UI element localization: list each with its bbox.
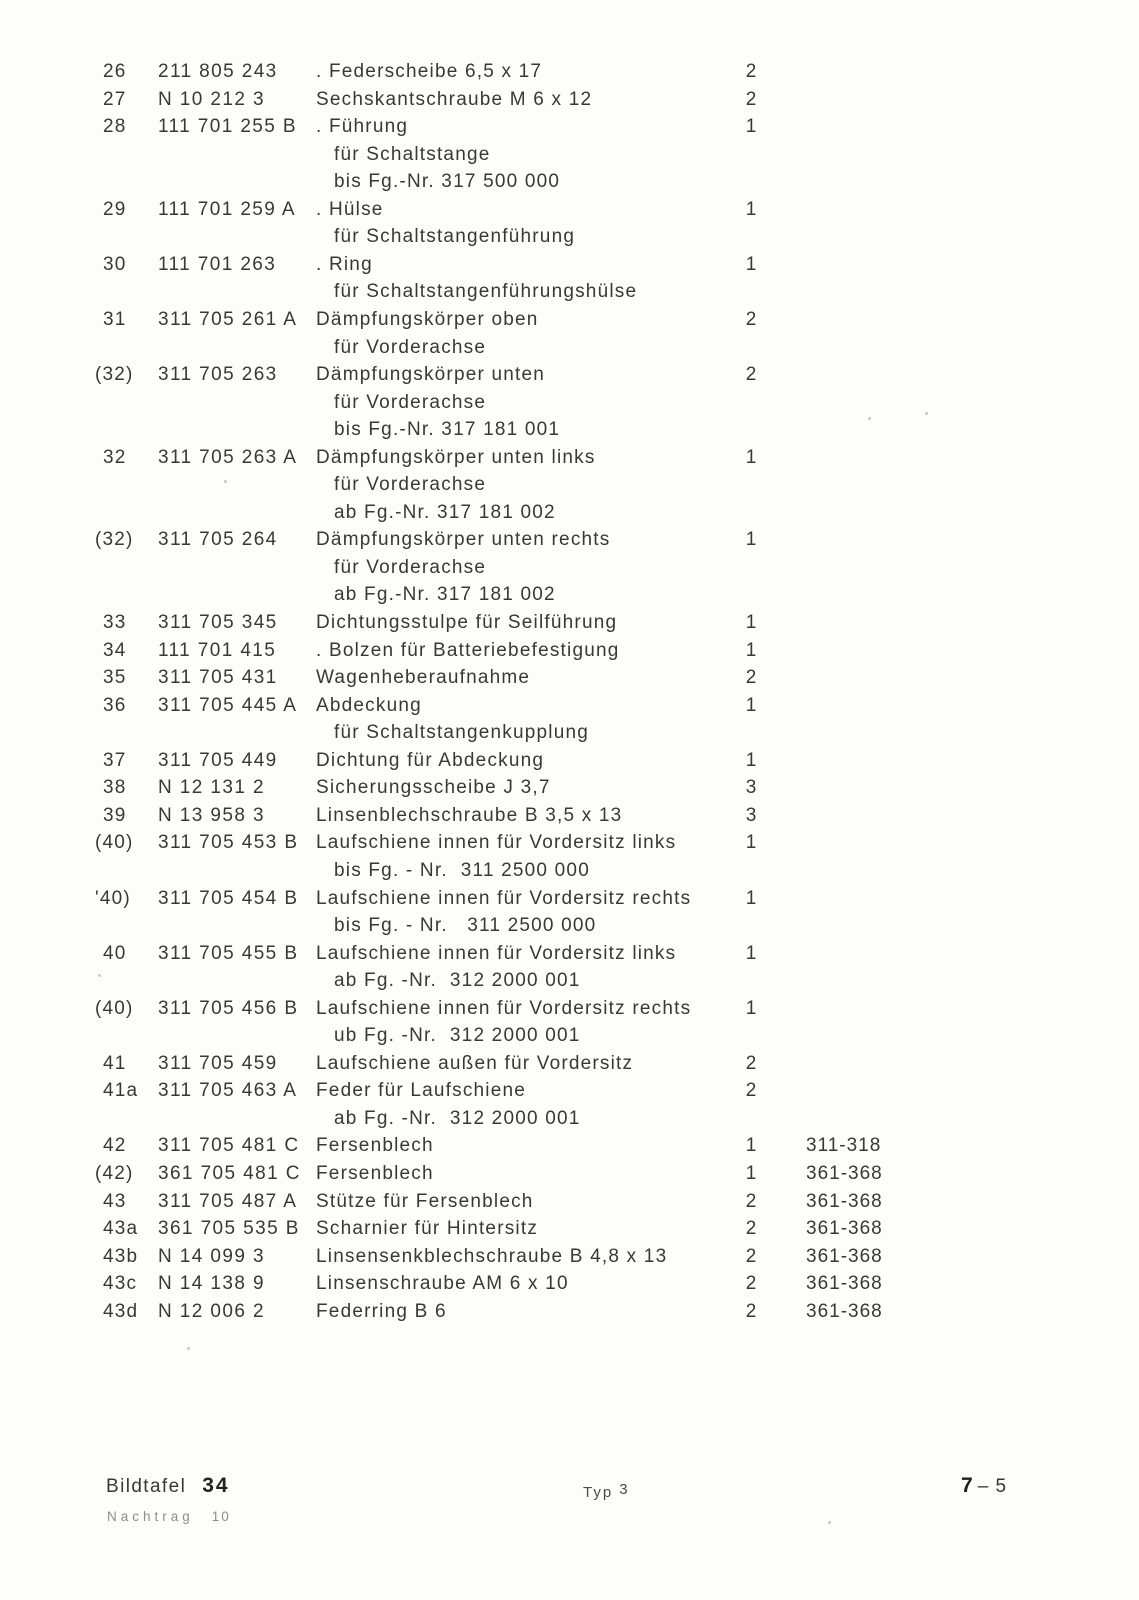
description-continuation-cell: für Vorderachse	[334, 556, 487, 578]
model-range-cell: 361-368	[806, 1163, 883, 1184]
quantity-cell: 1	[745, 749, 757, 771]
table-row	[0, 113, 1139, 141]
description-cell: . Hülse	[316, 198, 384, 220]
description-continuation-cell: für Schaltstangenführungshülse	[334, 281, 638, 303]
description-cell: Stütze für Fersenblech	[316, 1190, 534, 1212]
table-row	[0, 637, 1139, 665]
quantity-cell: 1	[745, 997, 757, 1019]
position-cell: 37	[103, 749, 127, 771]
description-cell: Laufschiene außen für Vordersitz	[316, 1052, 634, 1074]
quantity-cell: 2	[745, 88, 757, 110]
quantity-cell: 2	[745, 364, 757, 386]
position-cell: 39	[103, 804, 127, 826]
description-cell: Laufschiene innen für Vordersitz links	[316, 942, 677, 964]
quantity-cell: 1	[745, 253, 757, 275]
description-cell: Feder für Laufschiene	[316, 1080, 527, 1102]
table-row	[0, 1270, 1139, 1298]
description-continuation-cell: für Vorderachse	[334, 474, 487, 496]
quantity-cell: 2	[745, 1052, 757, 1074]
table-row	[0, 692, 1139, 720]
scan-speck	[187, 1347, 190, 1350]
part-number-cell: 361 705 481 C	[158, 1163, 301, 1184]
position-cell: 43a	[103, 1218, 139, 1240]
part-number-cell: N 14 099 3	[158, 1245, 265, 1267]
description-cell: . Ring	[316, 253, 373, 275]
table-row	[0, 306, 1139, 334]
model-range-cell: 361-368	[806, 1300, 883, 1322]
position-cell: 41	[103, 1052, 127, 1074]
table-row	[0, 1132, 1139, 1160]
part-number-cell: 311 705 481 C	[158, 1135, 300, 1157]
description-cell: Abdeckung	[316, 694, 422, 716]
position-cell: 36	[103, 694, 127, 716]
description-cell: Wagenheberaufnahme	[316, 667, 531, 689]
quantity-cell: 2	[745, 667, 757, 689]
quantity-cell: 1	[745, 198, 757, 220]
table-row	[0, 416, 1139, 444]
position-cell: 32	[103, 446, 127, 468]
table-row	[0, 1105, 1139, 1133]
table-row	[0, 664, 1139, 692]
position-cell: 31	[103, 308, 127, 330]
table-row	[0, 389, 1139, 417]
quantity-cell: 2	[745, 1300, 757, 1322]
part-number-cell: 111 701 415	[158, 639, 277, 661]
nachtrag-number: 10	[211, 1509, 231, 1524]
part-number-cell: 111 701 259 A	[158, 198, 296, 220]
table-row	[0, 499, 1139, 527]
part-number-cell: 311 705 453 B	[158, 832, 299, 854]
table-row	[0, 251, 1139, 279]
description-cell: Scharnier für Hintersitz	[316, 1218, 539, 1240]
description-continuation-cell: für Vorderachse	[334, 391, 487, 413]
part-number-cell: N 10 212 3	[158, 88, 265, 110]
description-continuation-cell: für Schaltstangenkupplung	[334, 722, 589, 744]
description-cell: Dämpfungskörper unten rechts	[316, 529, 611, 551]
quantity-cell: 2	[745, 1245, 757, 1267]
position-cell: (40)	[95, 997, 134, 1019]
part-number-cell: 311 705 454 B	[158, 887, 299, 909]
quantity-cell: 1	[745, 942, 757, 964]
table-row	[0, 774, 1139, 802]
table-row	[0, 967, 1139, 995]
description-cell: . Federscheibe 6,5 x 17	[316, 61, 543, 82]
table-row	[0, 196, 1139, 224]
typ-caption	[583, 1481, 628, 1501]
description-cell: . Bolzen für Batteriebefestigung	[316, 639, 620, 661]
position-cell: 34	[103, 639, 127, 661]
part-number-cell: 311 705 345	[158, 612, 278, 633]
quantity-cell: 2	[745, 61, 757, 82]
part-number-cell: 111 701 255 B	[158, 116, 297, 138]
position-cell: 42	[103, 1135, 127, 1157]
table-row	[0, 168, 1139, 196]
part-number-cell: 211 805 243	[158, 61, 278, 82]
description-continuation-cell: ab Fg. -Nr. 312 2000 001	[334, 970, 581, 992]
scan-speck	[224, 480, 227, 483]
table-row	[0, 912, 1139, 940]
part-number-cell: N 12 006 2	[158, 1300, 265, 1322]
part-number-cell: 311 705 487 A	[158, 1190, 298, 1212]
part-number-cell: N 12 131 2	[158, 777, 265, 799]
table-row	[0, 361, 1139, 389]
description-continuation-cell: für Schaltstange	[334, 143, 491, 165]
bildtafel-label: Bildtafel	[106, 1476, 187, 1497]
table-row	[0, 141, 1139, 169]
page-number	[961, 1474, 1007, 1498]
quantity-cell: 2	[745, 308, 757, 330]
part-number-cell: 111 701 263	[158, 253, 277, 275]
description-cell: Laufschiene innen für Vordersitz links	[316, 832, 677, 854]
description-cell: Linsenschraube AM 6 x 10	[316, 1273, 569, 1295]
position-cell: 43	[103, 1190, 127, 1212]
description-continuation-cell: bis Fg.-Nr. 317 500 000	[334, 171, 561, 193]
quantity-cell: 1	[745, 694, 757, 716]
page-number-section: 7	[961, 1474, 974, 1497]
description-continuation-cell: ab Fg. -Nr. 312 2000 001	[334, 1107, 581, 1129]
description-continuation-cell: ab Fg.-Nr. 317 181 002	[334, 584, 556, 606]
description-cell: Laufschiene innen für Vordersitz rechts	[316, 997, 692, 1019]
position-cell: 29	[103, 198, 127, 220]
table-row	[0, 1298, 1139, 1326]
table-row	[0, 58, 1139, 86]
quantity-cell: 2	[745, 1218, 757, 1240]
scan-speck	[98, 974, 101, 977]
table-row	[0, 885, 1139, 913]
scan-speck	[868, 417, 871, 420]
table-row	[0, 1022, 1139, 1050]
quantity-cell: 2	[745, 1190, 757, 1212]
quantity-cell: 1	[745, 529, 757, 551]
description-cell: Sicherungsscheibe J 3,7	[316, 777, 551, 799]
description-cell: Dämpfungskörper oben	[316, 308, 539, 330]
position-cell: (42)	[95, 1163, 134, 1184]
description-continuation-cell: für Vorderachse	[334, 336, 487, 358]
position-cell: 33	[103, 612, 127, 633]
description-cell: . Führung	[316, 116, 409, 138]
position-cell: 43c	[103, 1273, 138, 1295]
table-row	[0, 223, 1139, 251]
table-row	[0, 829, 1139, 857]
position-cell: 40	[103, 942, 127, 964]
table-row	[0, 278, 1139, 306]
model-range-cell: 361-368	[806, 1218, 883, 1240]
table-row	[0, 86, 1139, 114]
table-row	[0, 1188, 1139, 1216]
table-row	[0, 526, 1139, 554]
scan-speck	[828, 1521, 831, 1524]
position-cell: 43b	[103, 1245, 139, 1267]
quantity-cell: 3	[745, 804, 757, 826]
description-cell: Sechskantschraube M 6 x 12	[316, 88, 593, 110]
typ-label: Typ	[583, 1484, 614, 1501]
table-row	[0, 1215, 1139, 1243]
typ-number: 3	[619, 1481, 628, 1498]
description-continuation-cell: ab Fg.-Nr. 317 181 002	[334, 501, 556, 523]
description-cell: Dämpfungskörper unten links	[316, 446, 596, 468]
part-number-cell: 311 705 263 A	[158, 446, 298, 468]
position-cell: 26	[103, 61, 127, 82]
description-cell: Fersenblech	[316, 1135, 434, 1157]
quantity-cell: 2	[745, 1273, 757, 1295]
quantity-cell: 1	[745, 639, 757, 661]
nachtrag-caption	[107, 1509, 231, 1524]
description-cell: Linsensenkblechschraube B 4,8 x 13	[316, 1245, 668, 1267]
table-row	[0, 747, 1139, 775]
table-row	[0, 719, 1139, 747]
part-number-cell: 311 705 263	[158, 364, 278, 386]
table-row	[0, 444, 1139, 472]
table-row	[0, 802, 1139, 830]
model-range-cell: 311-318	[806, 1135, 882, 1157]
table-row	[0, 609, 1139, 637]
quantity-cell: 1	[745, 446, 757, 468]
description-continuation-cell: bis Fg.-Nr. 317 181 001	[334, 419, 561, 441]
scan-speck	[925, 412, 928, 415]
description-cell: Dichtungsstulpe für Seilführung	[316, 612, 618, 633]
part-number-cell: N 13 958 3	[158, 804, 265, 826]
nachtrag-label: Nachtrag	[107, 1509, 194, 1524]
quantity-cell: 3	[745, 777, 757, 799]
part-number-cell: 311 705 431	[158, 667, 278, 689]
position-cell: (32)	[95, 529, 134, 551]
part-number-cell: 311 705 261 A	[158, 308, 298, 330]
page-number-rest: – 5	[977, 1476, 1008, 1497]
part-number-cell: N 14 138 9	[158, 1273, 265, 1295]
table-row	[0, 857, 1139, 885]
table-row	[0, 1077, 1139, 1105]
position-cell: 28	[103, 116, 127, 138]
quantity-cell: 1	[745, 116, 757, 138]
position-cell: 43d	[103, 1300, 139, 1322]
quantity-cell: 1	[745, 612, 757, 633]
table-row	[0, 581, 1139, 609]
position-cell: (32)	[95, 364, 134, 386]
position-cell: (40)	[95, 832, 134, 854]
part-number-cell: 311 705 455 B	[158, 942, 299, 964]
part-number-cell: 311 705 463 A	[158, 1080, 298, 1102]
description-cell: Dämpfungskörper unten	[316, 364, 546, 386]
position-cell: '40)	[95, 887, 131, 909]
table-row	[0, 554, 1139, 582]
table-row	[0, 471, 1139, 499]
model-range-cell: 361-368	[806, 1273, 883, 1295]
quantity-cell: 1	[745, 887, 757, 909]
position-cell: 27	[103, 88, 127, 110]
part-number-cell: 311 705 449	[158, 749, 278, 771]
part-number-cell: 311 705 459	[158, 1052, 278, 1074]
description-cell: Federring B 6	[316, 1300, 447, 1322]
table-row	[0, 995, 1139, 1023]
table-row	[0, 1050, 1139, 1078]
position-cell: 35	[103, 667, 127, 689]
bildtafel-caption	[106, 1474, 230, 1498]
part-number-cell: 311 705 445 A	[158, 694, 298, 716]
description-cell: Linsenblechschraube B 3,5 x 13	[316, 804, 623, 826]
table-row	[0, 334, 1139, 362]
part-number-cell: 311 705 456 B	[158, 997, 299, 1019]
description-continuation-cell: bis Fg. - Nr. 311 2500 000	[334, 915, 597, 937]
bildtafel-number: 34	[202, 1474, 230, 1497]
description-cell: Dichtung für Abdeckung	[316, 749, 545, 771]
model-range-cell: 361-368	[806, 1245, 883, 1267]
position-cell: 41a	[103, 1080, 139, 1102]
part-number-cell: 361 705 535 B	[158, 1218, 300, 1240]
table-row	[0, 1160, 1139, 1188]
position-cell: 30	[103, 253, 127, 275]
quantity-cell: 2	[745, 1080, 757, 1102]
part-number-cell: 311 705 264	[158, 529, 278, 551]
table-row	[0, 940, 1139, 968]
description-cell: Laufschiene innen für Vordersitz rechts	[316, 887, 692, 909]
table-row	[0, 1243, 1139, 1271]
description-cell: Fersenblech	[316, 1163, 434, 1184]
description-continuation-cell: für Schaltstangenführung	[334, 226, 576, 248]
description-continuation-cell: bis Fg. - Nr. 311 2500 000	[334, 859, 590, 881]
quantity-cell: 1	[745, 1163, 757, 1184]
model-range-cell: 361-368	[806, 1190, 883, 1212]
position-cell: 38	[103, 777, 127, 799]
quantity-cell: 1	[745, 832, 757, 854]
quantity-cell: 1	[745, 1135, 757, 1157]
description-continuation-cell: ub Fg. -Nr. 312 2000 001	[334, 1025, 581, 1047]
